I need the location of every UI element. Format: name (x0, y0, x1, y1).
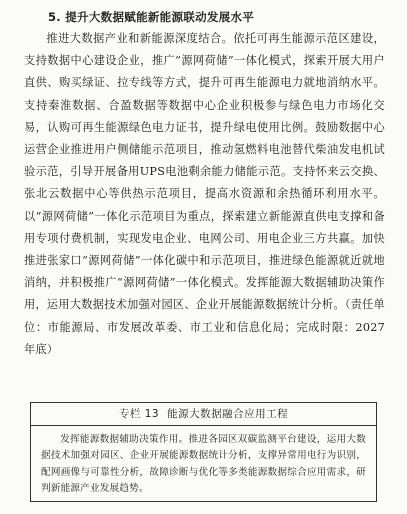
feature-box-header (31, 403, 376, 426)
feature-box-body: 发挥能源数据辅助决策作用。推进各园区双碳监测平台建设，运用大数据技术加强对园区、企业开展能源数据统计分析，支撑异常用电行为识别，配网画像与可靠性分析，故障诊断与优化等多类能源数据综合应用需求，研判新能源产业发展趋势。 (41, 434, 366, 495)
section-paragraph: 推进大数据产业和新能源深度结合。依托可再生能源示范区建设，支持数据中心建设企业，推广“源网荷储”一体化模式，探索开展大用户直供、购买绿证、拉专线等方式，提升可再生能源电力就地消纳水平。支持秦淮数据、合盈数据等数据中心企业积极参与绿色电力市场化交易，认购可再生能源绿色电力证书，提升绿电使用比例。鼓励数据中心运营企业推进用户侧储能示范项目，推动氢燃料电池替代柴油发电机试验示范，引导开展备用UPS电池剩余能力储能示范。支持怀来云交换、张北云数据中心等供热示范项目，提高水资源和余热循环利用水平。以“源网荷储”一体化示范项目为重点，探索建立新能源直供电支撑和备用专项付费机制，实现发电企业、电网公司、用电企业三方共赢。加快推进张家口“源网荷储”一体化碳中和示范项目，推进绿色能源就近就地消纳，并积极推广“源网荷储”一体化模式。发挥能源大数据辅助决策作用，运用大数据技术加强对园区、企业开展能源数据统计分析。（责任单位：市能源局、市发展改革委、市工业和信息化局；完成时限：2027年底） (24, 32, 385, 356)
feature-box-title: 能源大数据融合应用工程 (167, 408, 289, 420)
feature-box-number: 专栏 13 (118, 408, 160, 420)
section-heading: 5. 提升大数据赋能新能源联动发展水平 (48, 10, 255, 24)
feature-box (30, 402, 377, 502)
